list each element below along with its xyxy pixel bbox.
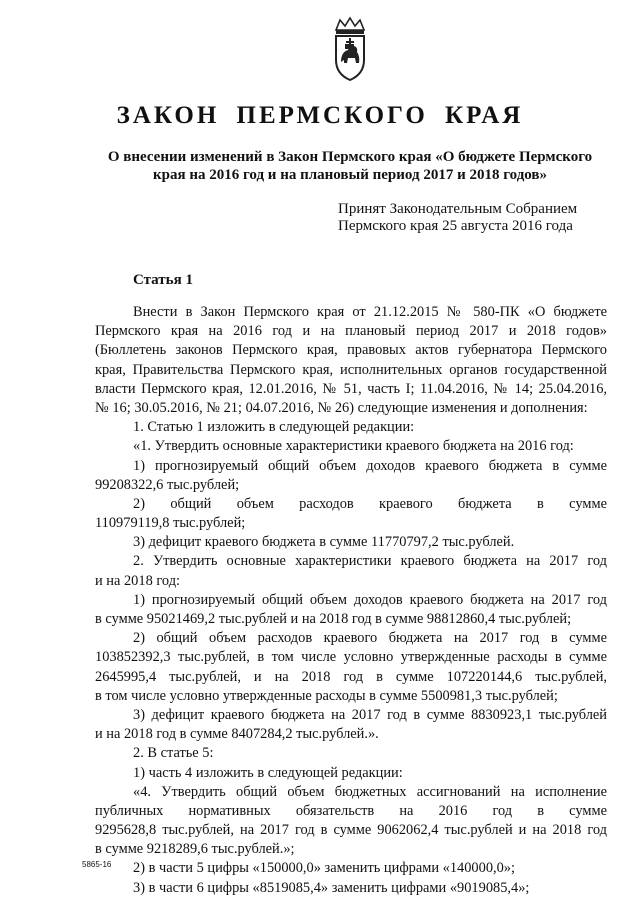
body-text-line: № 16; 30.05.2016, № 21; 04.07.2016, № 26) следующие изменения и дополнения: (95, 399, 588, 416)
law-subtitle-line: О внесении изменений в Закон Пермского края «О бюджете Пермского (107, 149, 593, 165)
body-text-line: 1) прогнозируемый общий объем доходов краевого бюджета на 2017 год (133, 591, 607, 608)
body-text-line: 103852392,3 тыс.рублей, в том числе условно утвержденные расходы в сумме (95, 649, 607, 666)
body-text-line: 2) общий объем расходов краевого бюджета в сумме (133, 495, 607, 512)
body-text-line: 2. Утвердить основные характеристики краевого бюджета на 2017 год (133, 553, 607, 570)
body-text-line: 2) общий объем расходов краевого бюджета на 2017 год в сумме (133, 630, 607, 647)
body-text-line: «1. Утвердить основные характеристики краевого бюджета на 2016 год: (133, 438, 574, 455)
adoption-note (338, 201, 577, 235)
body-text-line: 1) прогнозируемый общий объем доходов краевого бюджета в сумме (133, 457, 607, 474)
body-text-line: 2. В статье 5: (133, 745, 214, 762)
body-text-line: 2) в части 5 цифры «150000,0» заменить цифрами «140000,0»; (133, 860, 515, 877)
body-text-line: 1. Статью 1 изложить в следующей редакции: (133, 419, 415, 436)
body-text-line: Пермского края на 2016 год и на плановый период 2017 и 2018 годов» (95, 323, 607, 340)
body-text-line: Внести в Закон Пермского края от 21.12.2015 № 580-ПК «О бюджете (133, 304, 607, 320)
body-text-line: края, Правительства Пермского края, исполнительных органов государственной (95, 361, 607, 378)
body-text-line: 110979119,8 тыс.рублей; (95, 515, 246, 532)
body-text-line: 99208322,6 тыс.рублей; (95, 476, 240, 493)
body-text-line: в том числе условно утвержденные расходы в сумме 5500981,3 тыс.рублей; (95, 687, 558, 704)
article-heading: Статья 1 (133, 272, 193, 288)
body-text-line: 2645995,4 тыс.рублей, и на 2018 год в сумме 107220144,6 тыс.рублей, (95, 668, 607, 685)
body-text-line: и на 2018 год: (95, 572, 181, 589)
law-subtitle-line: края на 2016 год и на плановый период 2017 и 2018 годов» (152, 167, 548, 183)
law-subtitle (100, 148, 600, 184)
body-text-line: в сумме 95021469,2 тыс.рублей и на 2018 год в сумме 98812860,4 тыс.рублей; (95, 611, 572, 627)
body-text-line: 3) в части 6 цифры «8519085,4» заменить цифрами «9019085,4»; (133, 879, 530, 896)
body-text-line: 3) дефицит краевого бюджета в сумме 11770797,2 тыс.рублей. (133, 534, 515, 551)
body-text-line: (Бюллетень законов Пермского края, правовых актов губернатора Пермского (95, 342, 607, 359)
law-title: ЗАКОН ПЕРМСКОГО КРАЯ (116, 102, 524, 129)
body-text-line: «4. Утвердить общий объем бюджетных ассигнований на исполнение (133, 783, 607, 800)
body-text-line: 9295628,8 тыс.рублей, на 2017 год в сумме 9062062,4 тыс.рублей и на 2018 год (95, 822, 607, 839)
body-text-line: в сумме 9218289,6 тыс.рублей.»; (95, 841, 295, 858)
body-text-line: 3) дефицит краевого бюджета на 2017 год в сумме 8830923,1 тыс.рублей (133, 706, 607, 723)
adoption-note-line: Пермского края 25 августа 2016 года (338, 218, 573, 234)
body-text-line: публичных нормативных обязательств на 2016 год в сумме (95, 802, 607, 819)
adoption-note-line: Принят Законодательным Собранием (338, 201, 578, 217)
body-text-line: власти Пермского края, 12.01.2016, № 51, часть I; 11.04.2016, № 14; 25.04.2016, (95, 380, 607, 397)
document-code: 5865-16 (82, 860, 112, 869)
article-body (95, 303, 607, 898)
perm-krai-coat-of-arms-icon (328, 16, 372, 82)
body-text-line: 1) часть 4 изложить в следующей редакции: (133, 764, 403, 781)
body-text-line: и на 2018 год в сумме 8407284,2 тыс.рублей.». (95, 726, 379, 743)
